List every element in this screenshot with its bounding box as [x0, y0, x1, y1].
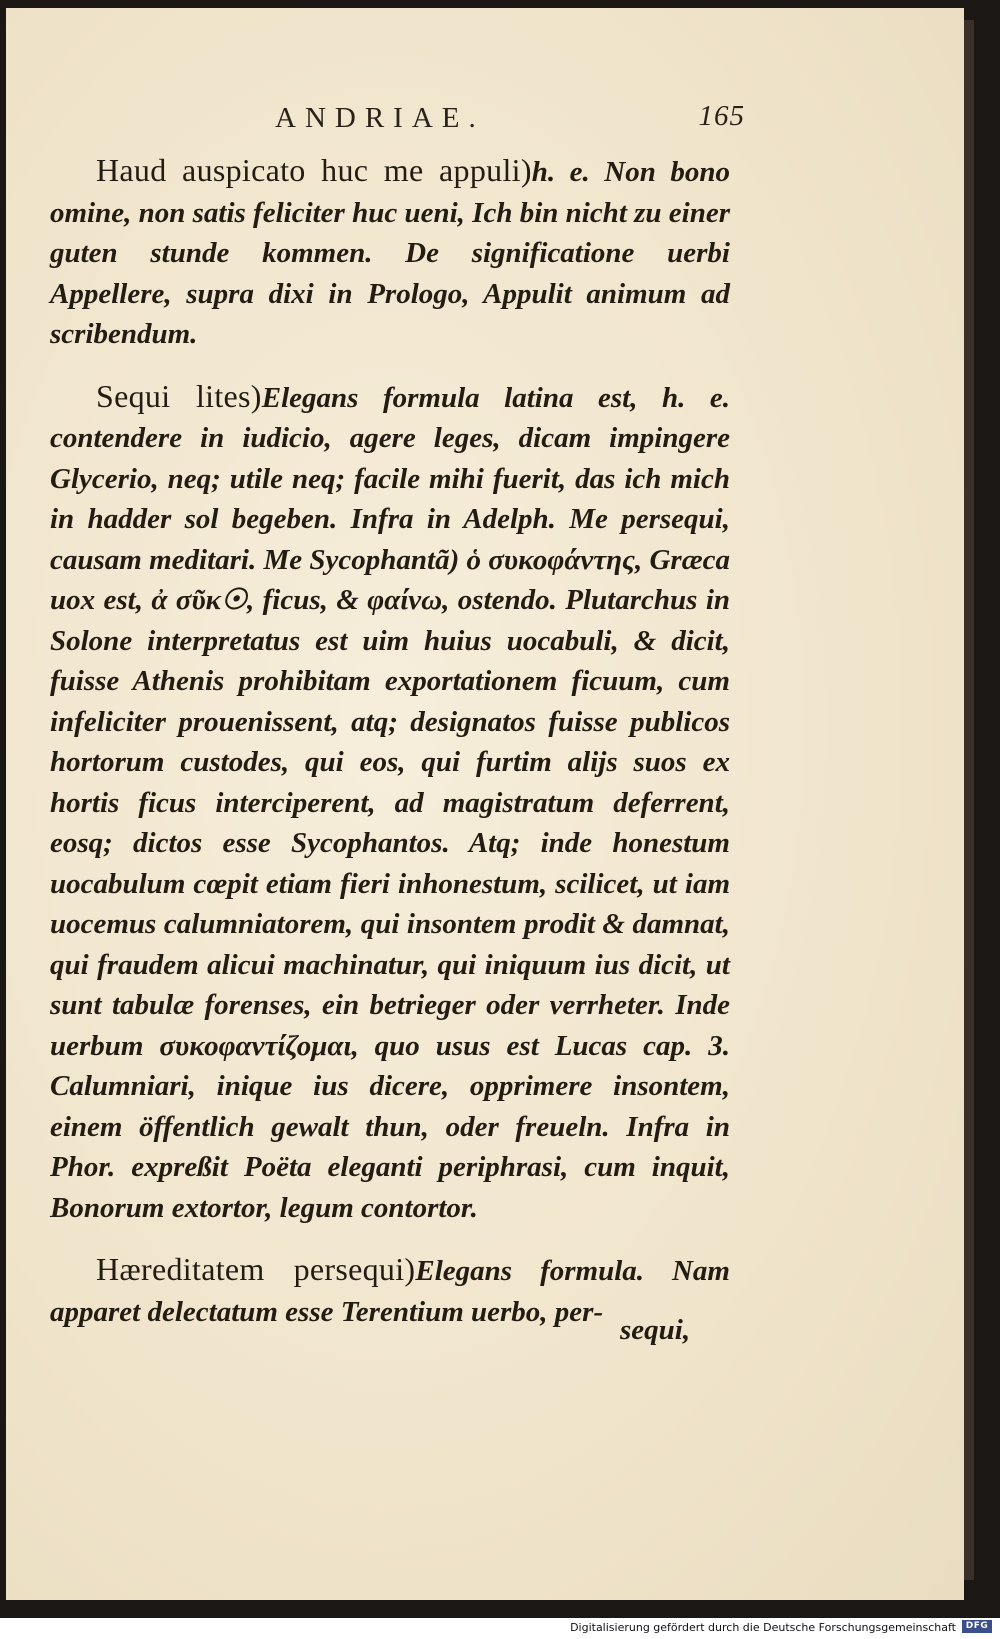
lemma: Sequi lites) [96, 377, 262, 414]
page-number: 165 [698, 100, 745, 132]
lemma: Haud auspicato huc me appuli) [96, 152, 532, 188]
page-edge [964, 20, 974, 1580]
gloss: Elegans formula latina est, h. e. contendere in iudicio, agere leges, dicam impingere Glycerio, neq; utile neq; facile mihi fuerit, das ich mich in hadder sol begeben. Infra in Adelph. Me persequi, causam meditari. Me Sycophantã) ὁ συκοφάντης, Græca uox est, ἀ σῦκ☉, ficus, & φαίνω, ostendo. Plutarchus in Solone interpretatus est uim huius uocabuli, & dicit, fuisse Athenis prohibitam exportationem ficuum, cum infeliciter prouenissent, atq; designatos fuisse publicos hortorum custodes, qui eos, qui furtim alijs suos ex hortis ficus interciperent, ad magistratum deferrent, eosq; dictos esse Sycophantos. Atq; inde honestum uocabulum cœpit etiam fieri inhonestum, scilicet, ut iam uocemus calumniatorem, qui insontem prodit & damnat, qui fraudem alicui machinatur, qui iniquum ius dicit, ut sunt tabulæ forenses, ein betrieger oder verrheter. Inde uerbum συκοφαντίζομαι, quo usus est Lucas cap. 3. Calumniari, inique ius dicere, opprimere insontem, einem öffentlich gewalt thun, oder freueln. Infra in Phor. expreßit Poëta eleganti periphrasi, cum inquit, Bonorum extortor, legum contortor. [50, 381, 731, 1224]
paragraph [50, 376, 730, 1229]
lemma: Hæreditatem persequi) [96, 1251, 416, 1287]
gloss: h. e. Non bono omine, non satis feliciter huc ueni, Ich bin nicht zu einer guten stunde kommen. De significatione uerbi Appellere, supra dixi in Prologo, Appulit animum ad scribendum. [50, 156, 730, 350]
catchword: sequi, [620, 1314, 691, 1346]
commentary-text [50, 150, 730, 1353]
gloss: Elegans formula. Nam apparet delectatum esse Terentium uerbo, per- [50, 1255, 730, 1328]
funding-note: Digitalisierung gefördert durch die Deutsche Forschungsgemeinschaft [570, 1621, 956, 1634]
running-head [275, 102, 745, 135]
running-title: ANDRIAE. [275, 102, 485, 134]
dfg-logo: DFG [962, 1620, 992, 1633]
paragraph [50, 150, 730, 355]
